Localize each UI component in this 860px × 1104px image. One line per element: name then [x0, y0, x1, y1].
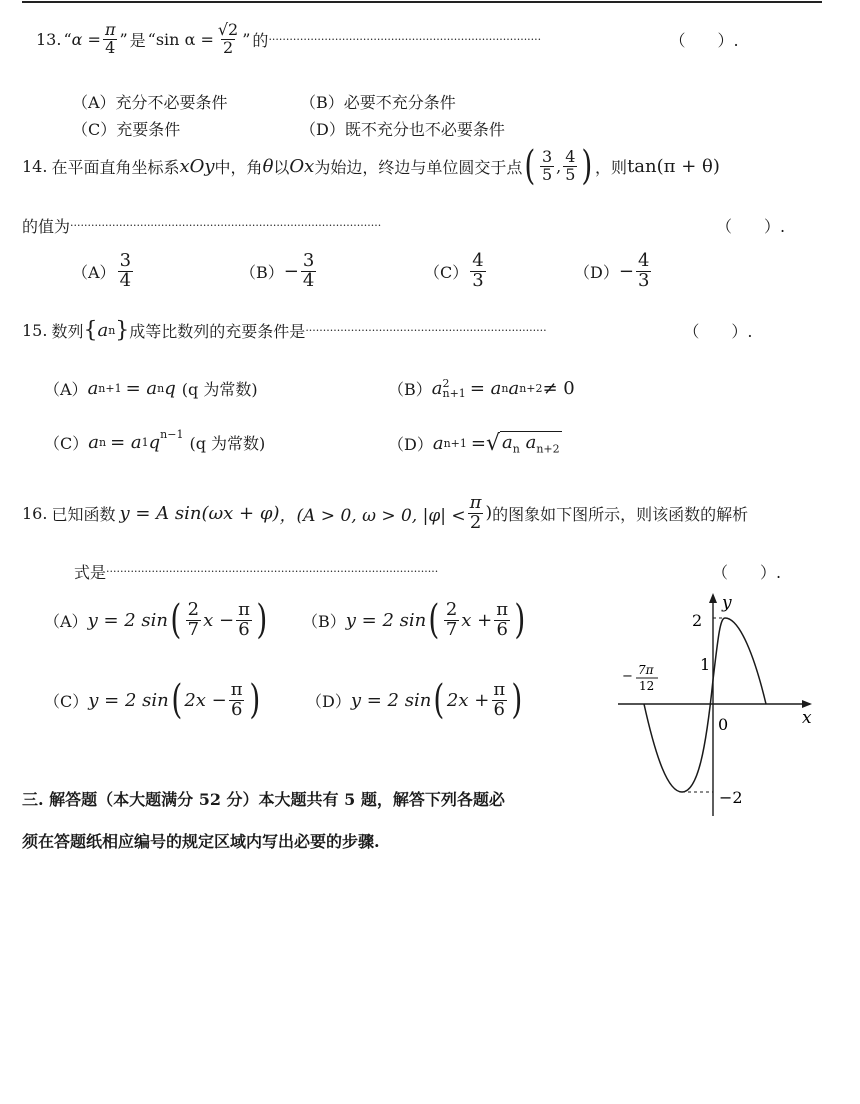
q13-sqrt2-over-2	[216, 22, 240, 57]
y-axis-label: y	[722, 593, 732, 613]
q16-cond-open: ，(A > 0, ω > 0, |φ| <	[279, 505, 466, 526]
q14-ox: Ox	[289, 155, 315, 177]
q14-option-a-den: 4	[119, 269, 132, 291]
q16-option-b-pnum: π	[496, 598, 509, 620]
q15-answer-blank: （ ）.	[683, 322, 753, 341]
section3-line2: 须在答题纸相应编号的规定区域内写出必要的步骤.	[22, 832, 380, 851]
q14-answer-blank: （ ）.	[716, 217, 786, 236]
q16-option-b	[302, 597, 528, 643]
q14-text1: 在平面直角坐标系	[51, 157, 180, 177]
q14-option-a	[72, 252, 135, 291]
q16-option-a-paren-open: (	[170, 597, 182, 643]
q14-option-b-frac	[301, 252, 316, 291]
x-neg-sign: −	[622, 669, 633, 684]
q13-sin-alpha-eq: sin α =	[155, 29, 214, 49]
q14-text2: 中，角	[214, 157, 263, 177]
q16-option-a-den: 7	[187, 618, 200, 640]
q16-option-b-den: 7	[445, 618, 458, 640]
q13-number: 13.	[36, 29, 62, 49]
q15-option-a-note: (q 为常数)	[181, 380, 258, 399]
q15-option-a-eq: = a	[125, 378, 158, 399]
q16-pi: π	[469, 492, 482, 513]
q15-option-b-a2: a	[508, 378, 520, 399]
q13-quote-close-2: ”	[242, 29, 251, 49]
q14-dots: ·························································································	[70, 219, 382, 232]
q16-stem	[22, 494, 748, 533]
q13-four: 4	[105, 37, 116, 57]
q13-pi: π	[104, 20, 116, 39]
q14-option-c	[424, 252, 488, 291]
q16-option-b-pden: 6	[496, 618, 508, 640]
q14-paren-close: )	[581, 143, 593, 189]
q16-option-a-pre: y = 2 sin	[87, 609, 169, 631]
q14-p-num1: 3	[541, 146, 553, 166]
q13-de: 的	[252, 30, 269, 50]
q16-option-d-pre: y = 2 sin	[350, 689, 432, 711]
q14-option-d-sign: −	[618, 260, 634, 282]
q16-option-a-mid: x −	[203, 609, 235, 631]
q15-option-c-note: (q 为常数)	[189, 434, 266, 453]
q16-option-d-mid: 2x +	[446, 689, 490, 711]
q15-option-c-q: q	[148, 432, 161, 453]
q14-theta: θ	[262, 155, 274, 177]
tick-1: 1	[700, 655, 711, 674]
q16-option-d-label: （D）	[306, 691, 351, 711]
q15-option-c	[44, 428, 266, 454]
q16-option-c-pnum: π	[230, 678, 243, 700]
q15-option-d-sub: n+1	[443, 437, 467, 450]
q13-two: 2	[222, 37, 234, 57]
q16-option-b-frac	[444, 598, 459, 640]
q16-option-b-pre: y = 2 sin	[345, 609, 427, 631]
q16-option-c-paren-open: (	[171, 677, 182, 723]
q13-dots: ··············································································	[268, 32, 542, 46]
q16-number: 16.	[22, 503, 48, 523]
q14-text5: ，则	[595, 157, 628, 177]
q13-quote-open: “	[63, 29, 72, 49]
section3-line1: 三. 解答题（本大题满分 52 分）本大题共有 5 题，解答下列各题必	[22, 790, 505, 809]
q16-dots: ·······························································································	[106, 565, 439, 578]
q16-option-a-pden: 6	[238, 618, 250, 640]
q14-option-c-frac	[470, 252, 485, 291]
tick-neg2: −2	[719, 788, 743, 807]
q16-pi-over-2	[468, 494, 484, 533]
q14-option-b	[240, 252, 318, 291]
top-rule	[22, 1, 822, 3]
q14-option-b-sign: −	[283, 260, 299, 282]
q16-option-d-pden: 6	[493, 698, 505, 720]
q14-frac-4-5	[563, 146, 577, 184]
q16-option-a	[44, 597, 270, 643]
q15-option-c-sup: n−1	[160, 428, 184, 441]
q13-answer-blank: （ ）.	[669, 30, 739, 50]
q13-alpha-eq: α =	[71, 29, 101, 49]
q14-option-d-num: 4	[637, 250, 650, 271]
q15-option-b-sub2: n	[501, 382, 509, 395]
q14-text4: 为始边，终边与单位圆交于点	[314, 157, 523, 177]
q13-quote-close: ”	[119, 29, 128, 49]
q14-option-d-frac	[636, 252, 651, 291]
q15-brace-open: {	[83, 318, 98, 343]
x-neg-num: 7π	[638, 663, 654, 677]
q15-option-a-a: a	[87, 378, 99, 399]
q16-option-b-paren-open: (	[428, 597, 440, 643]
q14-stem-line2	[22, 214, 785, 237]
q13-is: 是	[129, 30, 146, 50]
q16-two: 2	[469, 511, 482, 533]
q16-option-d-pnum: π	[493, 678, 506, 700]
q16-option-a-paren-close: )	[256, 597, 268, 643]
q14-tan-expr: tan(π + θ)	[627, 155, 720, 177]
q15-option-b-ne: ≠ 0	[542, 378, 575, 399]
q14-xoy: xOy	[179, 155, 215, 177]
x-neg-den: 12	[639, 679, 655, 693]
q16-option-a-pifrac	[236, 598, 252, 640]
x-axis-arrow	[802, 700, 812, 708]
q15-dots: ·····································································	[305, 324, 547, 337]
y-axis-arrow	[709, 593, 717, 603]
q15-option-d-eq: =	[470, 433, 486, 454]
q15-brace-close: }	[115, 318, 130, 343]
q15-option-c-label: （C）	[44, 434, 89, 453]
q13-quote-open-2: “	[147, 29, 156, 49]
q13-option-a: （A）充分不必要条件	[72, 93, 228, 112]
tick-2: 2	[692, 611, 703, 630]
q15-option-c-a: a	[88, 432, 99, 453]
q13-sqrt2: √2	[217, 20, 239, 39]
q15-option-d-radicand	[500, 431, 562, 456]
q16-option-a-num: 2	[187, 598, 200, 620]
q16-option-d-paren-open: (	[433, 677, 445, 723]
q15-option-b-sup: 2	[442, 376, 450, 390]
q16-text1: 已知函数	[51, 504, 116, 524]
q14-line2-text: 的值为	[22, 217, 71, 236]
q15-text1: 数列	[51, 322, 84, 341]
tick-0: 0	[718, 715, 729, 734]
q15-number: 15.	[22, 321, 48, 340]
q14-option-c-den: 3	[472, 269, 484, 291]
q16-option-a-pnum: π	[238, 598, 250, 620]
q14-option-b-num: 3	[302, 250, 315, 271]
q15-option-d-rsub2: n+2	[536, 442, 560, 456]
q15-option-b	[388, 377, 575, 400]
q16-func: y = A sin(ωx + φ)	[119, 502, 280, 524]
q16-sine-graph	[600, 588, 830, 820]
q14-p-num2: 4	[565, 146, 576, 166]
q15-option-b-label: （B）	[388, 380, 432, 399]
q15-option-b-scripts	[442, 376, 466, 400]
q16-option-c-pre: y = 2 sin	[88, 689, 169, 711]
q15-option-b-sub: n+1	[442, 386, 466, 400]
q14-option-d	[574, 252, 653, 291]
q16-option-c-pden: 6	[230, 698, 243, 720]
q16-answer-blank: （ ）.	[712, 563, 782, 582]
q15-option-c-sub1: 1	[141, 436, 149, 449]
q13-stem	[36, 22, 739, 57]
q14-p-den2: 5	[565, 164, 576, 184]
q15-option-d-rad-a: a	[502, 432, 513, 454]
q15-text2: 成等比数列的充要条件是	[129, 322, 306, 341]
q13-option-b: （B）必要不充分条件	[300, 93, 456, 112]
q15-option-a-q: q	[164, 378, 176, 399]
q15-option-c-eq: = a	[110, 432, 142, 453]
q14-option-c-label: （C）	[424, 262, 469, 282]
q16-option-c-pifrac	[229, 678, 245, 720]
q14-stem	[22, 143, 720, 189]
q16-option-a-label: （A）	[44, 611, 88, 631]
q15-option-d-radical: √	[485, 431, 501, 456]
q15-option-a-sub2: n	[157, 382, 165, 395]
q14-option-a-frac	[118, 252, 133, 291]
q15-a-sub: n	[108, 324, 116, 337]
q13-option-d: （D）既不充分也不必要条件	[300, 120, 505, 139]
q16-option-b-num: 2	[445, 598, 458, 620]
q16-option-d-pifrac	[491, 678, 507, 720]
q16-option-d	[306, 677, 525, 723]
q14-option-c-num: 4	[472, 250, 484, 271]
q15-option-b-sub3: n+2	[519, 382, 543, 395]
q15-option-d-rad-a2: a	[525, 432, 537, 454]
q14-option-a-label: （A）	[72, 262, 116, 282]
q15-option-d-label: （D）	[388, 435, 433, 454]
q16-option-c-paren-close: )	[248, 677, 260, 723]
q16-option-c-label: （C）	[44, 691, 89, 711]
q16-option-b-label: （B）	[302, 611, 346, 631]
q16-line2-text: 式是	[74, 563, 107, 582]
q16-option-b-paren-close: )	[514, 597, 526, 643]
q15-option-d-a: a	[432, 433, 444, 454]
q14-number: 14.	[22, 156, 48, 176]
q16-option-b-mid: x +	[461, 609, 493, 631]
q16-stem-line2	[74, 560, 781, 583]
q14-comma: ,	[556, 156, 562, 176]
q15-option-a-label: （A）	[44, 380, 88, 399]
q15-option-d	[388, 431, 562, 456]
q16-cond-close: )	[485, 503, 493, 524]
q16-option-a-frac	[186, 598, 201, 640]
q15-option-c-sub: n	[98, 436, 107, 449]
q14-paren-open: (	[524, 143, 536, 189]
q16-text2: 的图象如下图所示，则该函数的解析	[492, 504, 749, 524]
q14-p-den1: 5	[541, 164, 553, 184]
q16-option-c-mid: 2x −	[184, 689, 227, 711]
q15-option-a-sub1: n+1	[98, 382, 122, 395]
q14-option-a-num: 3	[119, 250, 132, 271]
q13-option-c: （C）充要条件	[72, 120, 181, 139]
q15-a: a	[97, 320, 109, 341]
q14-text3: 以	[273, 157, 290, 177]
sine-curve	[644, 618, 766, 792]
q16-option-c	[44, 677, 262, 723]
q16-option-b-pifrac	[494, 598, 510, 640]
q15-option-a	[44, 377, 258, 400]
q15-option-b-a: a	[431, 378, 443, 399]
q15-stem	[22, 318, 752, 343]
q14-option-b-label: （B）	[240, 262, 284, 282]
q13-pi-over-4	[103, 22, 118, 57]
q14-option-d-label: （D）	[574, 262, 619, 282]
q15-option-b-eq: = a	[469, 378, 502, 399]
q15-option-d-rsub1: n	[512, 442, 520, 456]
q14-option-d-den: 3	[637, 269, 650, 291]
q16-option-d-paren-close: )	[511, 677, 523, 723]
q14-option-b-den: 4	[302, 269, 315, 291]
x-axis-label: x	[802, 708, 812, 728]
q14-frac-3-5	[540, 146, 554, 184]
